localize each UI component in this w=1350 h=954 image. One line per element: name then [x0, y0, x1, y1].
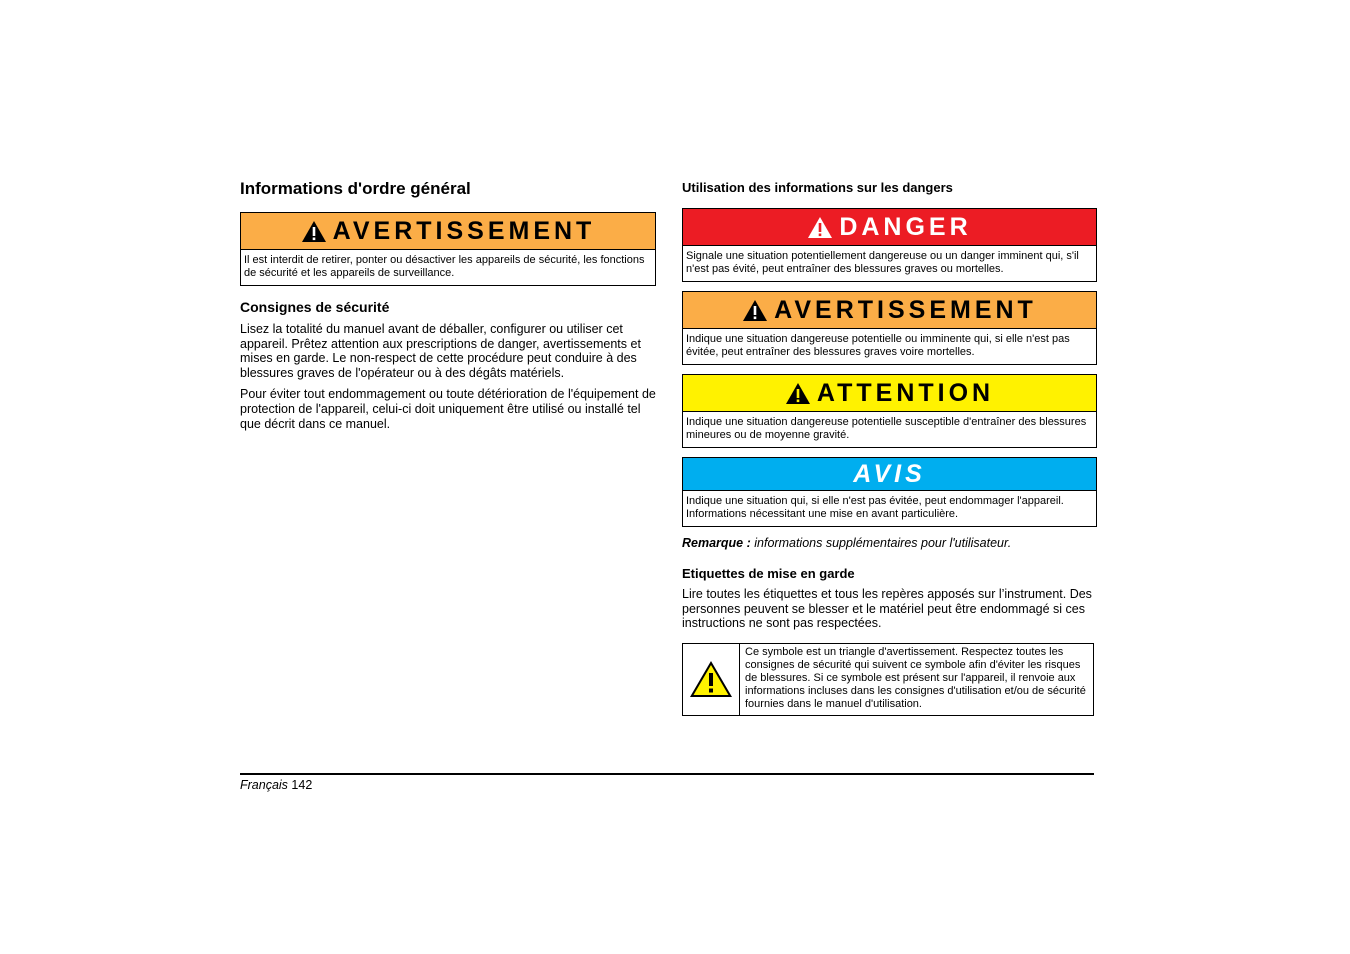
footer-page-number: 142: [291, 778, 313, 792]
right-column: [682, 178, 1097, 716]
avertissement-label: AVERTISSEMENT: [774, 295, 1037, 324]
attention-text: Indique une situation dangereuse potentielle susceptible d'entraîner des blessures mineures ou de moyenne gravité.: [686, 416, 1087, 441]
warning-triangle-icon: [301, 220, 327, 243]
symbol-description: Ce symbole est un triangle d'avertissement. Respectez toutes les consignes de sécurité qui suivent ce symbole afin d'éviter les risques de blessures. Si ce symbole est présent sur l'appareil, il renvoie aux informations incluses dans les consignes d'utilisation et/ou de sécurité fournies dans le manuel d'utilisation.: [745, 645, 1086, 710]
warning-header: [241, 213, 655, 250]
attention-header: [683, 375, 1096, 412]
danger-triangle-icon: [807, 216, 833, 239]
avertissement-box: [682, 291, 1097, 365]
danger-label: DANGER: [839, 212, 972, 241]
footer: [240, 778, 312, 792]
warning-box: [240, 212, 656, 286]
avis-text: Indique une situation qui, si elle n'est pas évitée, peut endommager l'appareil. Informations nécessitant une mise en avant particulière.: [686, 495, 1064, 520]
avertissement-text: Indique une situation dangereuse potentielle ou imminente qui, si elle n'est pas évitée, peut entraîner des blessures graves voire mortelles.: [686, 333, 1070, 358]
remark-text: informations supplémentaires pour l'utilisateur.: [754, 536, 1012, 550]
hazard-info-heading: Utilisation des informations sur les dangers: [682, 180, 953, 195]
avertissement-header: [683, 292, 1096, 329]
symbol-table: [682, 643, 1094, 716]
danger-box: [682, 208, 1097, 282]
remark-label: Remarque :: [682, 536, 751, 550]
warning-label: AVERTISSEMENT: [332, 216, 596, 245]
avis-header: [683, 458, 1096, 491]
footer-language: Français: [240, 778, 288, 792]
footer-rule: [240, 773, 1094, 775]
labels-heading: Etiquettes de mise en garde: [682, 566, 855, 581]
danger-text: Signale une situation potentiellement dangereuse ou un danger imminent qui, s'il n'est pas évité, peut entraîner des blessures graves ou mortelles.: [686, 250, 1079, 275]
labels-paragraph: Lire toutes les étiquettes et tous les repères apposés sur l’instrument. Des personnes peuvent se blesser et le matériel peut être endommagé si ces instructions ne sont pas respectées.: [682, 587, 1092, 631]
section-title: Informations d'ordre général: [240, 179, 471, 198]
avis-label: AVIS: [853, 459, 926, 488]
safety-heading: Consignes de sécurité: [240, 299, 390, 315]
yellow-warning-triangle-icon: [688, 659, 734, 699]
warning-triangle-icon: [742, 299, 768, 322]
attention-label: ATTENTION: [816, 378, 995, 407]
warning-text: Il est interdit de retirer, ponter ou désactiver les appareils de sécurité, les fonctions de sécurité et les appareils de surveillance.: [244, 254, 645, 279]
danger-header: [683, 209, 1096, 246]
safety-paragraph-1: Lisez la totalité du manuel avant de déballer, configurer ou utiliser cet appareil. Prêtez attention aux prescriptions de danger, avertissements et mises en garde. Le non-respect de cette procédure peut conduire à des blessures graves de l'opérateur ou à des dégâts matériels.: [240, 322, 641, 380]
safety-paragraph-2: Pour éviter tout endommagement ou toute détérioration de l'équipement de protection de l'appareil, celui-ci doit uniquement être utilisé ou installé tel que décrit dans ce manuel.: [240, 387, 656, 431]
caution-triangle-icon: [785, 382, 811, 405]
left-column: [240, 178, 656, 438]
remark: [682, 536, 1097, 551]
avis-box: [682, 457, 1097, 527]
symbol-cell: [683, 644, 740, 715]
attention-box: [682, 374, 1097, 448]
